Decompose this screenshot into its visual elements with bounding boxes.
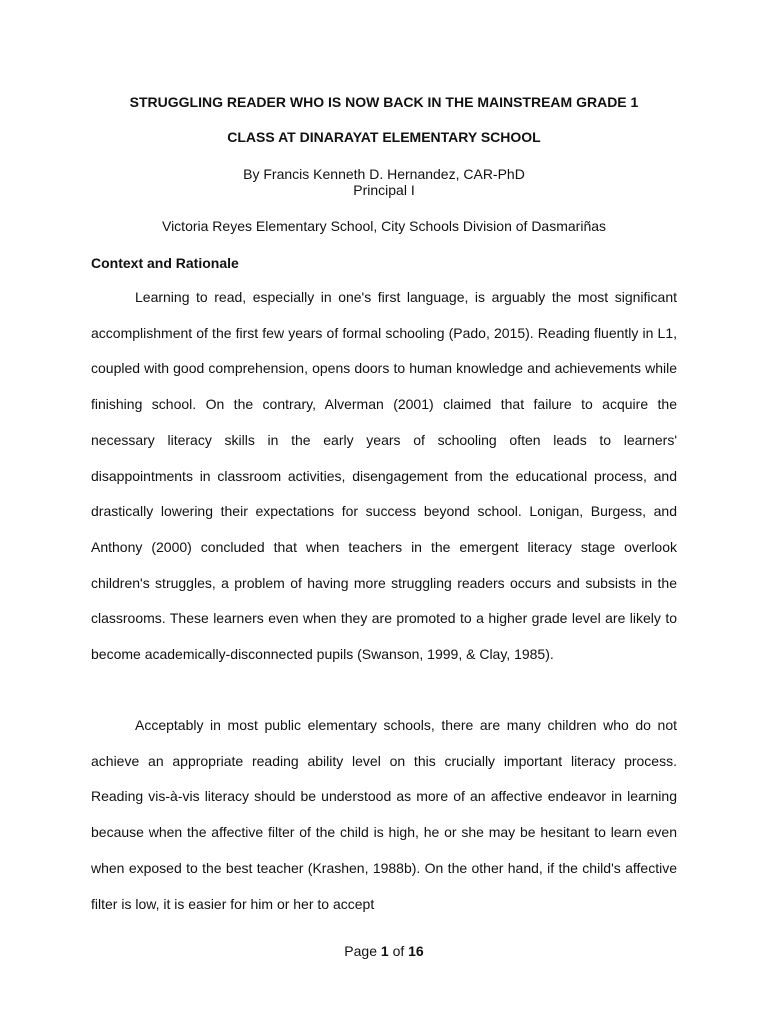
page-footer	[0, 943, 768, 959]
document-title-line-1: STRUGGLING READER WHO IS NOW BACK IN THE MAINSTREAM GRADE 1	[129, 94, 639, 110]
section-heading: Context and Rationale	[91, 255, 239, 271]
author-block	[0, 166, 768, 198]
body-paragraph: Learning to read, especially in one's first language, is arguably the most significant accomplishment of the first few years of formal schooling (Pado, 2015). Reading fluently in L1, coupled with good comprehension, opens doors to human knowledge and achievements while finishing school. On the contrary, Alverman (2001) claimed that failure to acquire the necessary literacy skills in the early years of schooling often leads to learners' disappointments in classroom activities, disengagement from the educational process, and drastically lowering their expectations for success beyond school. Lonigan, Burgess, and Anthony (2000) concluded that when teachers in the emergent literacy stage overlook children's struggles, a problem of having more struggling readers occurs and subsists in the classrooms. These learners even when they are promoted to a higher grade level are likely to become academically-disconnected pupils (Swanson, 1999, & Clay, 1985).	[91, 289, 677, 663]
footer-page-word: Page	[344, 943, 377, 959]
document-title-line-2: CLASS AT DINARAYAT ELEMENTARY SCHOOL	[227, 129, 541, 145]
footer-current-page: 1	[380, 943, 389, 959]
body-paragraph: Acceptably in most public elementary schools, there are many children who do not achieve an appropriate reading ability level on this crucially important literacy process. Reading vis-à-vis literacy should be understood as more of an affective endeavor in learning because when the affective filter of the child is high, he or she may be hesitant to learn even when exposed to the best teacher (Krashen, 1988b). On the other hand, if the child's affective filter is low, it is easier for him or her to accept	[91, 717, 677, 912]
author-position: Principal I	[353, 182, 415, 198]
author-affiliation: Victoria Reyes Elementary School, City Schools Division of Dasmariñas	[161, 218, 607, 234]
footer-total-pages: 16	[408, 943, 424, 959]
footer-of-word: of	[392, 943, 405, 959]
author-name: By Francis Kenneth D. Hernandez, CAR-PhD	[243, 166, 525, 182]
